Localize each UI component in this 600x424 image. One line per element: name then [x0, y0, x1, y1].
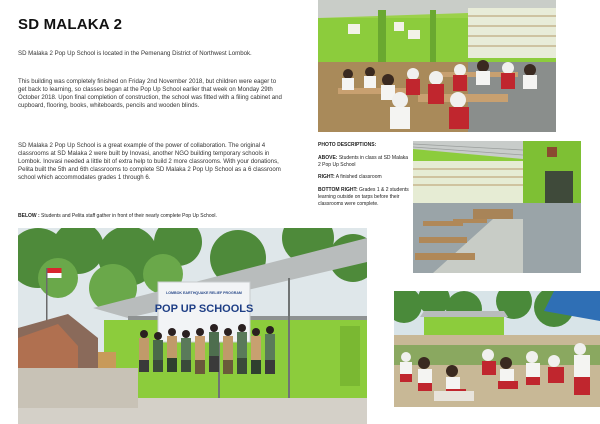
intro-paragraph: SD Malaka 2 Pop Up School is located in the Pemenang District of Northwest Lombok.	[18, 50, 252, 57]
outdoor-learning-photo	[394, 291, 600, 407]
right-text: A finished classroom	[334, 174, 382, 181]
below-caption-label: BELOW :	[18, 213, 40, 219]
above-text: Students in class at SD Malaka 2 Pop Up School	[318, 154, 409, 168]
finished-classroom-photo	[413, 141, 581, 273]
bottom-right-label: BOTTOM RIGHT:	[318, 187, 358, 193]
bottom-right-text: Grades 1 & 2 students learning outside on tarps before their classrooms were complete.	[318, 187, 409, 207]
students-staff-group-photo	[18, 228, 367, 424]
collaboration-paragraph: SD Malaka 2 Pop Up School is a great example of the power of collaboration. The original 4 classrooms at SD Malaka 2 were built by Inovasi, another NGO building temporary schools in Lombok. Inovasi needed a little bit of extra help to build 2 more classrooms. With your donations, Pelita built the 5th and 6th classrooms to complete SD Malaka 2 Pop Up School as a 6 classroom school which accommodates grades 1 through 6.	[18, 142, 281, 181]
classroom-students-photo	[318, 0, 556, 132]
banner-top-line: LOMBOK EARTHQUAKE RELIEF PROGRAM	[166, 291, 242, 295]
right-label: RIGHT:	[318, 174, 335, 181]
banner-main-text: POP UP SCHOOLS	[154, 303, 254, 315]
right-description	[318, 174, 410, 181]
photo-descriptions	[318, 142, 410, 213]
below-photo-caption	[18, 213, 318, 220]
above-label: ABOVE:	[318, 154, 338, 161]
above-description	[318, 155, 410, 169]
page-title: SD MALAKA 2	[18, 16, 123, 33]
below-caption-text: Students and Pelita staff gather in front of their nearly complete Pop Up School.	[39, 213, 217, 219]
photo-descriptions-heading: PHOTO DESCRIPTIONS:	[318, 142, 377, 148]
bottom-right-description	[318, 187, 410, 207]
completion-paragraph: This building was completely finished on Friday 2nd November 2018, but children were eager to get back to learning, so classes began at the Pop Up School earlier that week on Monday 29th October 2018. Upon final completion of construction, the school was fitted with a filing cabinet and cupboard, flooring, books, whiteboards, pencils and wooden blinds.	[18, 78, 282, 109]
